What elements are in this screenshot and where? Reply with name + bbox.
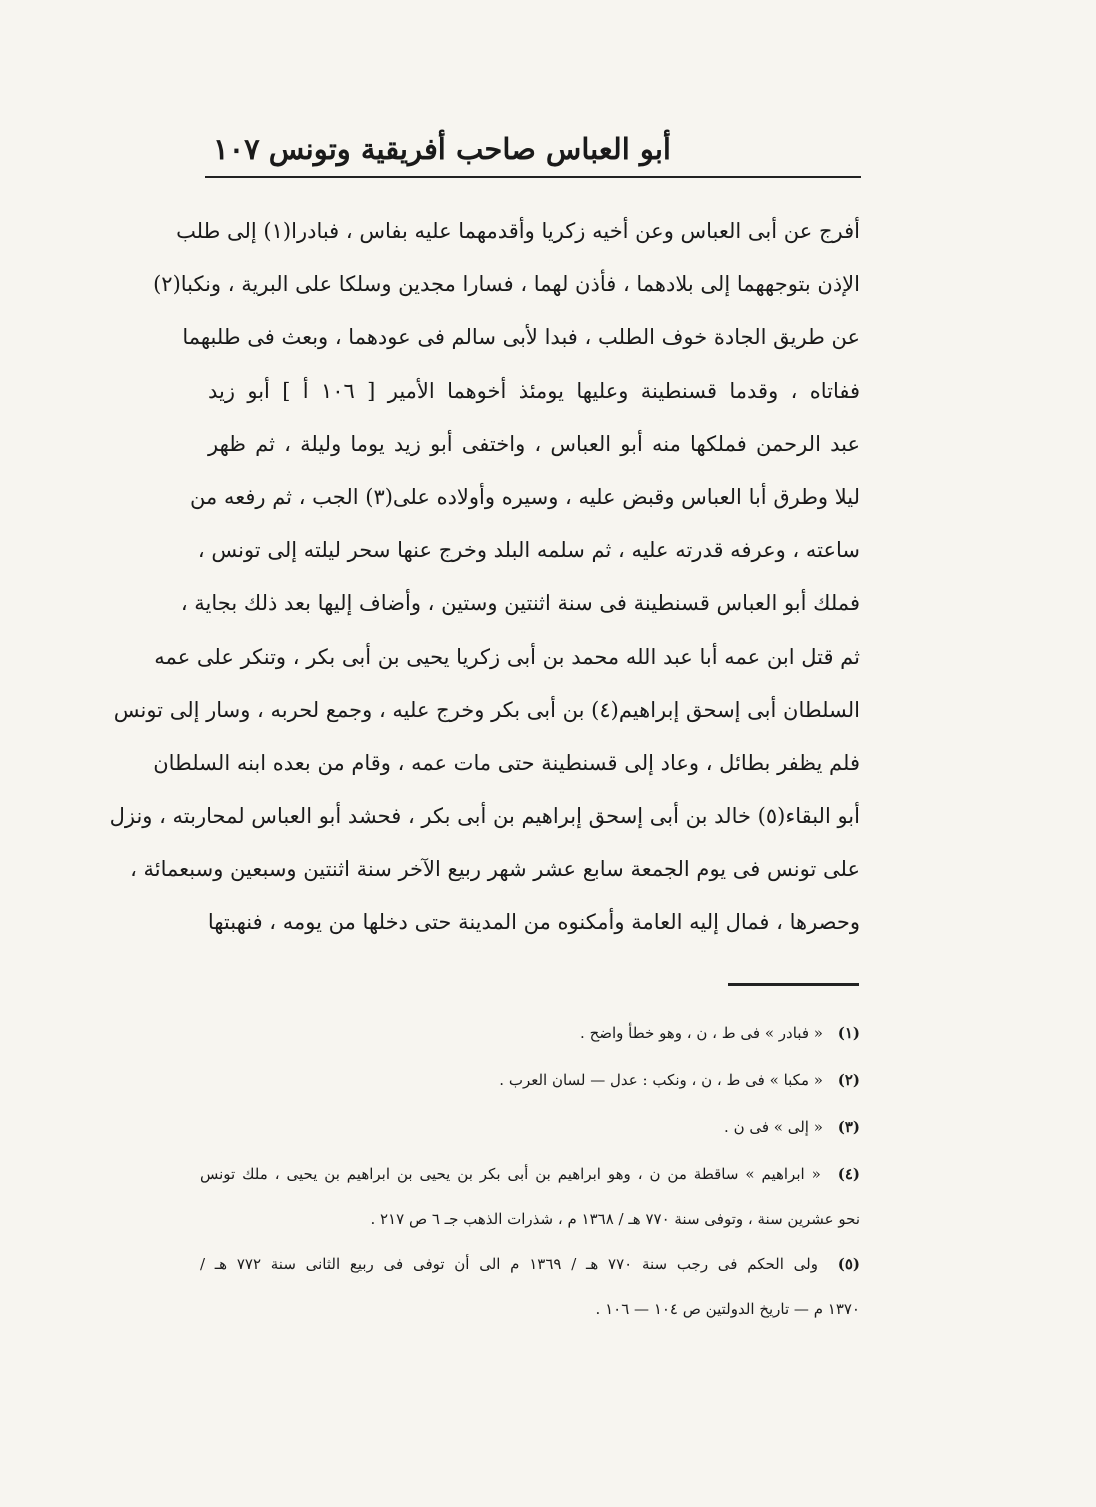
running-title: أبو العباس صاحب أفريقية وتونس	[268, 132, 671, 166]
footnote-text: « مكبا » فى ط ، ن ، ونكب : عدل — لسان العرب .	[499, 1071, 823, 1089]
page-number: ١٠٧	[213, 132, 260, 166]
footnote	[200, 1010, 860, 1057]
page-header	[205, 128, 861, 174]
footnote-text: « فبادر » فى ط ، ن ، وهو خطأ واضح .	[580, 1024, 823, 1042]
text-line: عبد الرحمن فملكها منه أبو العباس ، واختفى أبو زيد يوما وليلة ، ثم ظهر	[208, 431, 860, 456]
footnote-number: (٥)	[837, 1255, 860, 1273]
text-line: عن طريق الجادة خوف الطلب ، فبدا لأبى سالم فى عودهما ، وبعث فى طلبهما	[182, 325, 860, 350]
text-line: ليلا وطرق أبا العباس وقبض عليه ، وسيره وأولاده على(٣) الجب ، ثم رفعه من	[190, 484, 860, 509]
footnote-number: (٢)	[837, 1071, 860, 1089]
text-line: أفرج عن أبى العباس وعن أخيه زكريا وأقدمهما عليه بفاس ، فبادرا(١) إلى طلب	[176, 219, 860, 243]
footnote-continuation: ١٣٧٠ م — تاريخ الدولتين ص ١٠٤ — ١٠٦ .	[595, 1300, 860, 1318]
text-line: على تونس فى يوم الجمعة سابع عشر شهر ربيع الآخر سنة اثنتين وسبعين وسبعمائة ،	[130, 857, 860, 882]
text-line: فلم يظفر بطائل ، وعاد إلى قسنطينة حتى مات عمه ، وقام من بعده ابنه السلطان	[153, 750, 860, 775]
footnote-rule	[728, 983, 859, 986]
text-line: ثم قتل ابن عمه أبا عبد الله محمد بن أبى زكريا يحيى بن أبى بكر ، وتنكر على عمه	[154, 644, 860, 669]
footnote	[200, 1151, 860, 1198]
footnote	[200, 1241, 860, 1288]
footnote-text: « ابراهيم » ساقطة من ن ، وهو ابراهيم بن أبى بكر بن يحيى بن ابراهيم بن يحيى ، ملك تونس	[200, 1165, 821, 1183]
footnote-continuation: نحو عشرين سنة ، وتوفى سنة ٧٧٠ هـ / ١٣٦٨ م ، شذرات الذهب جـ ٦ ص ٢١٧ .	[370, 1210, 860, 1228]
text-line: السلطان أبى إسحق إبراهيم(٤) بن أبى بكر وخرج عليه ، وجمع لحربه ، وسار إلى تونس	[113, 697, 860, 722]
body-text	[109, 205, 861, 950]
text-line: أبو البقاء(٥) خالد بن أبى إسحق إبراهيم بن أبى بكر ، فحشد أبو العباس لمحاربته ، ونزل	[109, 804, 860, 829]
footnote-text: « إلى » فى ن .	[724, 1118, 823, 1136]
footnote-number: (٤)	[837, 1165, 860, 1183]
text-line: ففاتاه ، وقدما قسنطينة وعليها يومئذ أخوهما الأمير [ ١٠٦ أ ] أبو زيد	[208, 378, 861, 403]
text-line: ساعته ، وعرفه قدرته عليه ، ثم سلمه البلد وخرج عنها سحر ليلته إلى تونس ،	[197, 538, 860, 563]
footnote-text: ولى الحكم فى رجب سنة ٧٧٠ هـ / ١٣٦٩ م الى أن توفى فى ربيع الثانى سنة ٧٧٢ هـ /	[200, 1255, 818, 1273]
footnote-number: (٣)	[837, 1118, 860, 1136]
footnotes	[200, 1010, 860, 1331]
footnote	[200, 1104, 860, 1151]
footnote	[200, 1057, 860, 1104]
text-line: وحصرها ، فمال إليه العامة وأمكنوه من المدينة حتى دخلها من يومه ، فنهبتها	[207, 910, 860, 935]
header-rule	[205, 176, 861, 178]
text-line: الإذن بتوجههما إلى بلادهما ، فأذن لهما ، فسارا مجدين وسلكا على البرية ، ونكبا(٢)	[153, 272, 860, 297]
footnote-number: (١)	[837, 1024, 860, 1042]
text-line: فملك أبو العباس قسنطينة فى سنة اثنتين وستين ، وأضاف إليها بعد ذلك بجاية ،	[180, 591, 860, 616]
